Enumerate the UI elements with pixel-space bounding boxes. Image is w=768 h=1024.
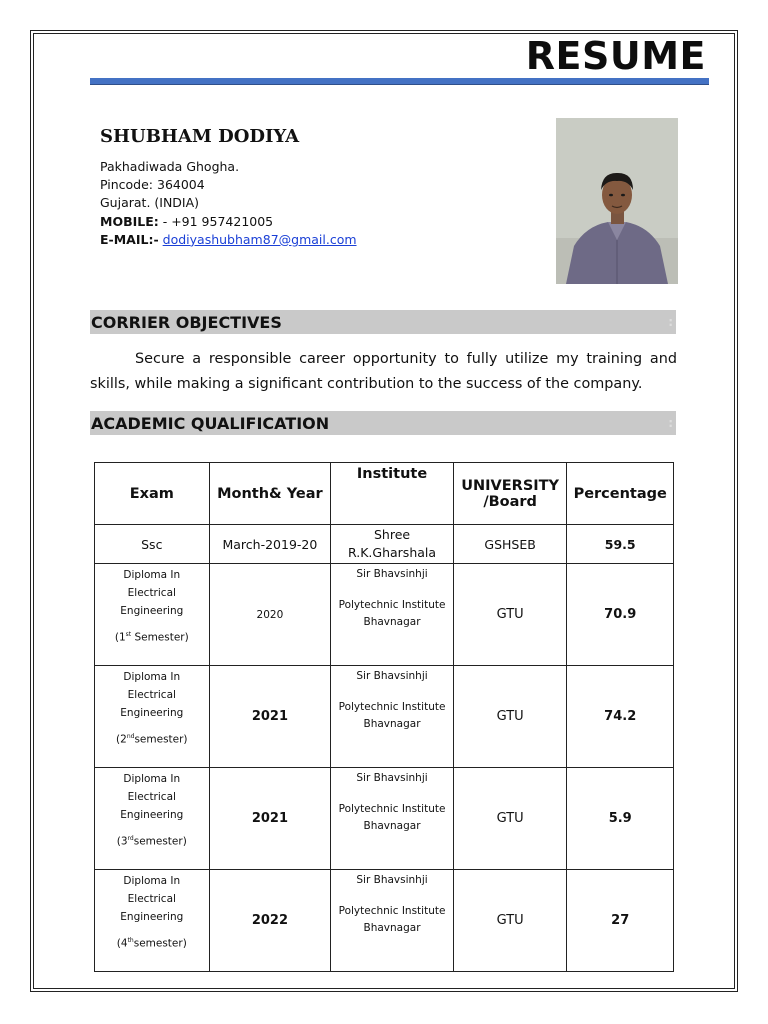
cell-institute [331, 666, 454, 768]
cell-institute [331, 525, 454, 564]
institute-line: Polytechnic Institute [338, 803, 446, 815]
institute-line: Sir Bhavsinhji [356, 568, 428, 580]
objectives-heading-text: CORRIER OBJECTIVES [91, 313, 282, 332]
mobile-label: MOBILE: [100, 213, 159, 229]
table-row [95, 564, 674, 666]
semester-suffix: rd [127, 835, 134, 842]
table-row [95, 666, 674, 768]
exam-line: Diploma In [123, 773, 181, 785]
pincode-line: Pincode: 364004 [100, 177, 205, 193]
resume-title: RESUME [525, 34, 706, 78]
col-institute: Institute [331, 463, 454, 525]
cell-month-year: 2021 [209, 666, 331, 768]
exam-line: Diploma In [123, 875, 181, 887]
cell-university: GTU [453, 870, 567, 972]
semester-suffix: st [125, 631, 132, 638]
exam-line: Electrical [127, 689, 176, 701]
semester-number: (3 [116, 835, 128, 848]
exam-line: Engineering [120, 809, 184, 821]
cell-exam [95, 768, 210, 870]
institute-line: Sir Bhavsinhji [356, 772, 428, 784]
semester-suffix: th [127, 937, 134, 944]
table-header-row [95, 463, 674, 525]
cell-percentage: 27 [567, 870, 674, 972]
cell-institute [331, 768, 454, 870]
col-university-line1: UNIVERSITY [461, 477, 560, 494]
contact-block [100, 158, 357, 249]
cell-percentage: 74.2 [567, 666, 674, 768]
exam-line: Diploma In [123, 671, 181, 683]
objective-text [90, 347, 677, 397]
exam-line: Electrical [127, 587, 176, 599]
cell-exam: Ssc [95, 525, 210, 564]
exam-line: Diploma In [123, 569, 181, 581]
mobile-line [100, 213, 357, 231]
semester-line [95, 728, 209, 749]
academic-heading-text: ACADEMIC QUALIFICATION [91, 414, 330, 433]
semester-text: semester) [134, 733, 188, 746]
exam-line: Engineering [120, 605, 184, 617]
institute-line: Bhavnagar [363, 922, 421, 934]
exam-line: Electrical [127, 791, 176, 803]
cell-month-year: 2022 [209, 870, 331, 972]
institute-line: Sir Bhavsinhji [356, 670, 428, 682]
institute-line: R.K.Gharshala [348, 545, 437, 560]
cell-exam [95, 870, 210, 972]
title-rule [90, 78, 709, 85]
semester-number: (4 [116, 937, 128, 950]
col-exam: Exam [95, 463, 210, 525]
semester-text: semester) [133, 937, 187, 950]
col-percentage: Percentage [567, 463, 674, 525]
cell-month-year: 2020 [209, 564, 331, 666]
cell-university: GTU [453, 768, 567, 870]
semester-text: Semester) [131, 631, 189, 644]
email-label: E-MAIL:- [100, 231, 159, 247]
institute-line: Polytechnic Institute [338, 701, 446, 713]
exam-line: Electrical [127, 893, 176, 905]
email-line [100, 231, 357, 249]
institute-line: Polytechnic Institute [338, 905, 446, 917]
institute-line: Polytechnic Institute [338, 599, 446, 611]
table-row [95, 870, 674, 972]
semester-line [95, 932, 209, 953]
semester-line [95, 626, 209, 647]
cell-month-year: March-2019-20 [209, 525, 331, 564]
col-university [453, 463, 567, 525]
mobile-value: - +91 957421005 [158, 213, 274, 229]
semester-suffix: nd [126, 733, 135, 740]
semester-number: (2 [116, 733, 127, 746]
semester-text: semester) [133, 835, 187, 848]
cell-exam [95, 666, 210, 768]
address-line: Pakhadiwada Ghogha. [100, 159, 240, 174]
institute-line: Bhavnagar [363, 718, 421, 730]
academic-heading: ACADEMIC QUALIFICATION : [90, 411, 676, 435]
cell-university: GTU [453, 564, 567, 666]
state-line: Gujarat. (INDIA) [100, 195, 200, 211]
col-university-line2: /Board [483, 493, 537, 510]
cell-institute [331, 564, 454, 666]
cell-percentage: 5.9 [567, 768, 674, 870]
semester-number: (1 [114, 631, 126, 644]
institute-line: Shree [373, 527, 411, 542]
cell-month-year: 2021 [209, 768, 331, 870]
candidate-name: SHUBHAM DODIYA [100, 126, 300, 147]
institute-line: Bhavnagar [363, 820, 421, 832]
profile-photo [556, 118, 678, 284]
institute-line: Sir Bhavsinhji [356, 874, 428, 886]
exam-line: Engineering [120, 911, 184, 923]
exam-line: Engineering [120, 707, 184, 719]
institute-line: Bhavnagar [363, 616, 421, 628]
cell-university: GTU [453, 666, 567, 768]
cell-institute [331, 870, 454, 972]
objectives-heading: CORRIER OBJECTIVES : [90, 310, 676, 334]
col-month-year: Month& Year [209, 463, 331, 525]
cell-percentage: 59.5 [567, 525, 674, 564]
semester-line [95, 830, 209, 851]
objective-paragraph: Secure a responsible career opportunity to fully utilize my training and skills, while making a significant contribution to the success of the company. [90, 351, 677, 392]
qualification-table [94, 462, 674, 972]
table-row [95, 768, 674, 870]
cell-percentage: 70.9 [567, 564, 674, 666]
cell-university: GSHSEB [453, 525, 567, 564]
table-row [95, 525, 674, 564]
cell-exam [95, 564, 210, 666]
person-photo-icon [556, 118, 678, 284]
email-link[interactable]: dodiyashubham87@gmail.com [162, 231, 357, 247]
